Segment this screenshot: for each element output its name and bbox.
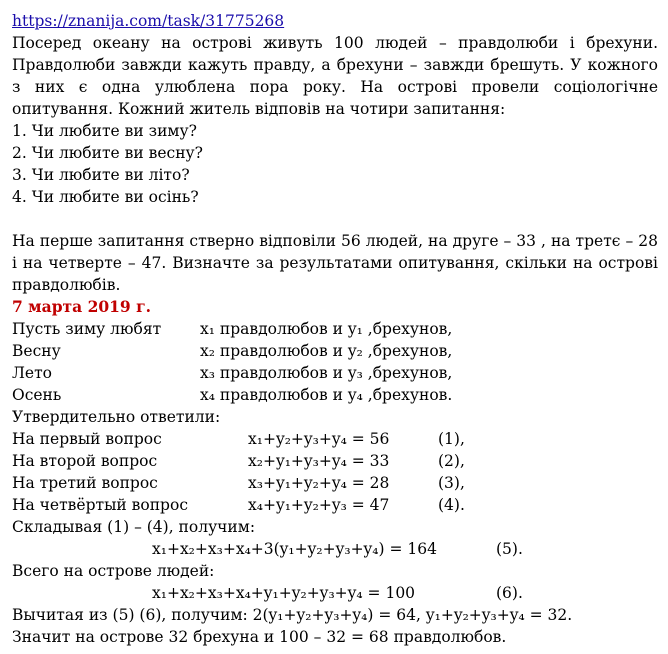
answer-equation: x₂+y₁+y₃+y₄ = 33 [248, 452, 390, 470]
equation-number: (2), [438, 452, 465, 470]
answer-label: На второй вопрос [12, 452, 158, 470]
answer-label: На третий вопрос [12, 474, 158, 492]
var-label: Осень [12, 386, 62, 404]
answer-label: На первый вопрос [12, 430, 162, 448]
answer-equation: x₃+y₁+y₂+y₄ = 28 [248, 474, 390, 492]
equation-number: (3), [438, 474, 465, 492]
total-row [12, 582, 658, 604]
var-label: Лето [12, 364, 53, 382]
answer-label: На четвёртый вопрос [12, 496, 188, 514]
var-label: Пусть зиму любят [12, 320, 162, 338]
question-2: 2. Чи любите ви весну? [12, 144, 203, 162]
question-3: 3. Чи любите ви літо? [12, 166, 190, 184]
answer-row [12, 428, 658, 450]
equation-number: (4). [438, 496, 465, 514]
solution-date: 7 марта 2019 г. [12, 297, 152, 316]
answer-row [12, 450, 658, 472]
var-expr: x₁ правдолюбов и y₁ ,брехунов, [200, 320, 453, 338]
var-row [12, 384, 658, 406]
var-label: Весну [12, 342, 61, 360]
equation-number: (6). [496, 584, 523, 602]
total-equation: x₁+x₂+x₃+x₄+y₁+y₂+y₃+y₄ = 100 [152, 584, 416, 602]
total-heading: Всего на острове людей: [12, 562, 215, 580]
sum-equation: x₁+x₂+x₃+x₄+3(y₁+y₂+y₃+y₄) = 164 [152, 540, 437, 558]
task-paragraph: На перше запитання стверно відповіли 56 людей, на друге – 33 , на третє – 28 і на четверте – 47. Визначте за результатами опитування, скільки на острові правдолюбів. [12, 232, 658, 294]
equation-number: (5). [496, 540, 523, 558]
sum-heading: Складывая (1) – (4), получим: [12, 518, 256, 536]
subtract-line: Вычитая из (5) (6), получим: 2(y₁+y₂+y₃+y₄) = 64, y₁+y₂+y₃+y₄ = 32. [12, 606, 573, 624]
sum-row [12, 538, 658, 560]
answer-row [12, 472, 658, 494]
var-row [12, 362, 658, 384]
equation-number: (1), [438, 430, 465, 448]
task-link[interactable]: https://znanija.com/task/31775268 [12, 12, 285, 30]
var-expr: x₄ правдолюбов и y₄ ,брехунов. [200, 386, 453, 404]
var-expr: x₃ правдолюбов и y₃ ,брехунов, [200, 364, 453, 382]
conclusion: Значит на острове 32 брехуна и 100 – 32 = 68 правдолюбов. [12, 628, 507, 646]
question-1: 1. Чи любите ви зиму? [12, 122, 197, 140]
document-page [12, 10, 658, 648]
spacer [12, 208, 658, 230]
answer-row [12, 494, 658, 516]
var-row [12, 340, 658, 362]
answered-heading: Утвердительно ответили: [12, 408, 221, 426]
answer-equation: x₁+y₂+y₃+y₄ = 56 [248, 430, 390, 448]
intro-paragraph: Посеред океану на острові живуть 100 людей – правдолюби і брехуни. Правдолюби завжди кажуть правду, а брехуни – завжди брешуть. У кожного з них є одна улюблена пора року. На острові провели соціологічне опитування. Кожний житель відповів на чотири запитання: [12, 34, 658, 118]
var-expr: x₂ правдолюбов и y₂ ,брехунов, [200, 342, 453, 360]
var-row [12, 318, 658, 340]
answer-equation: x₄+y₁+y₂+y₃ = 47 [248, 496, 390, 514]
question-4: 4. Чи любите ви осінь? [12, 188, 199, 206]
